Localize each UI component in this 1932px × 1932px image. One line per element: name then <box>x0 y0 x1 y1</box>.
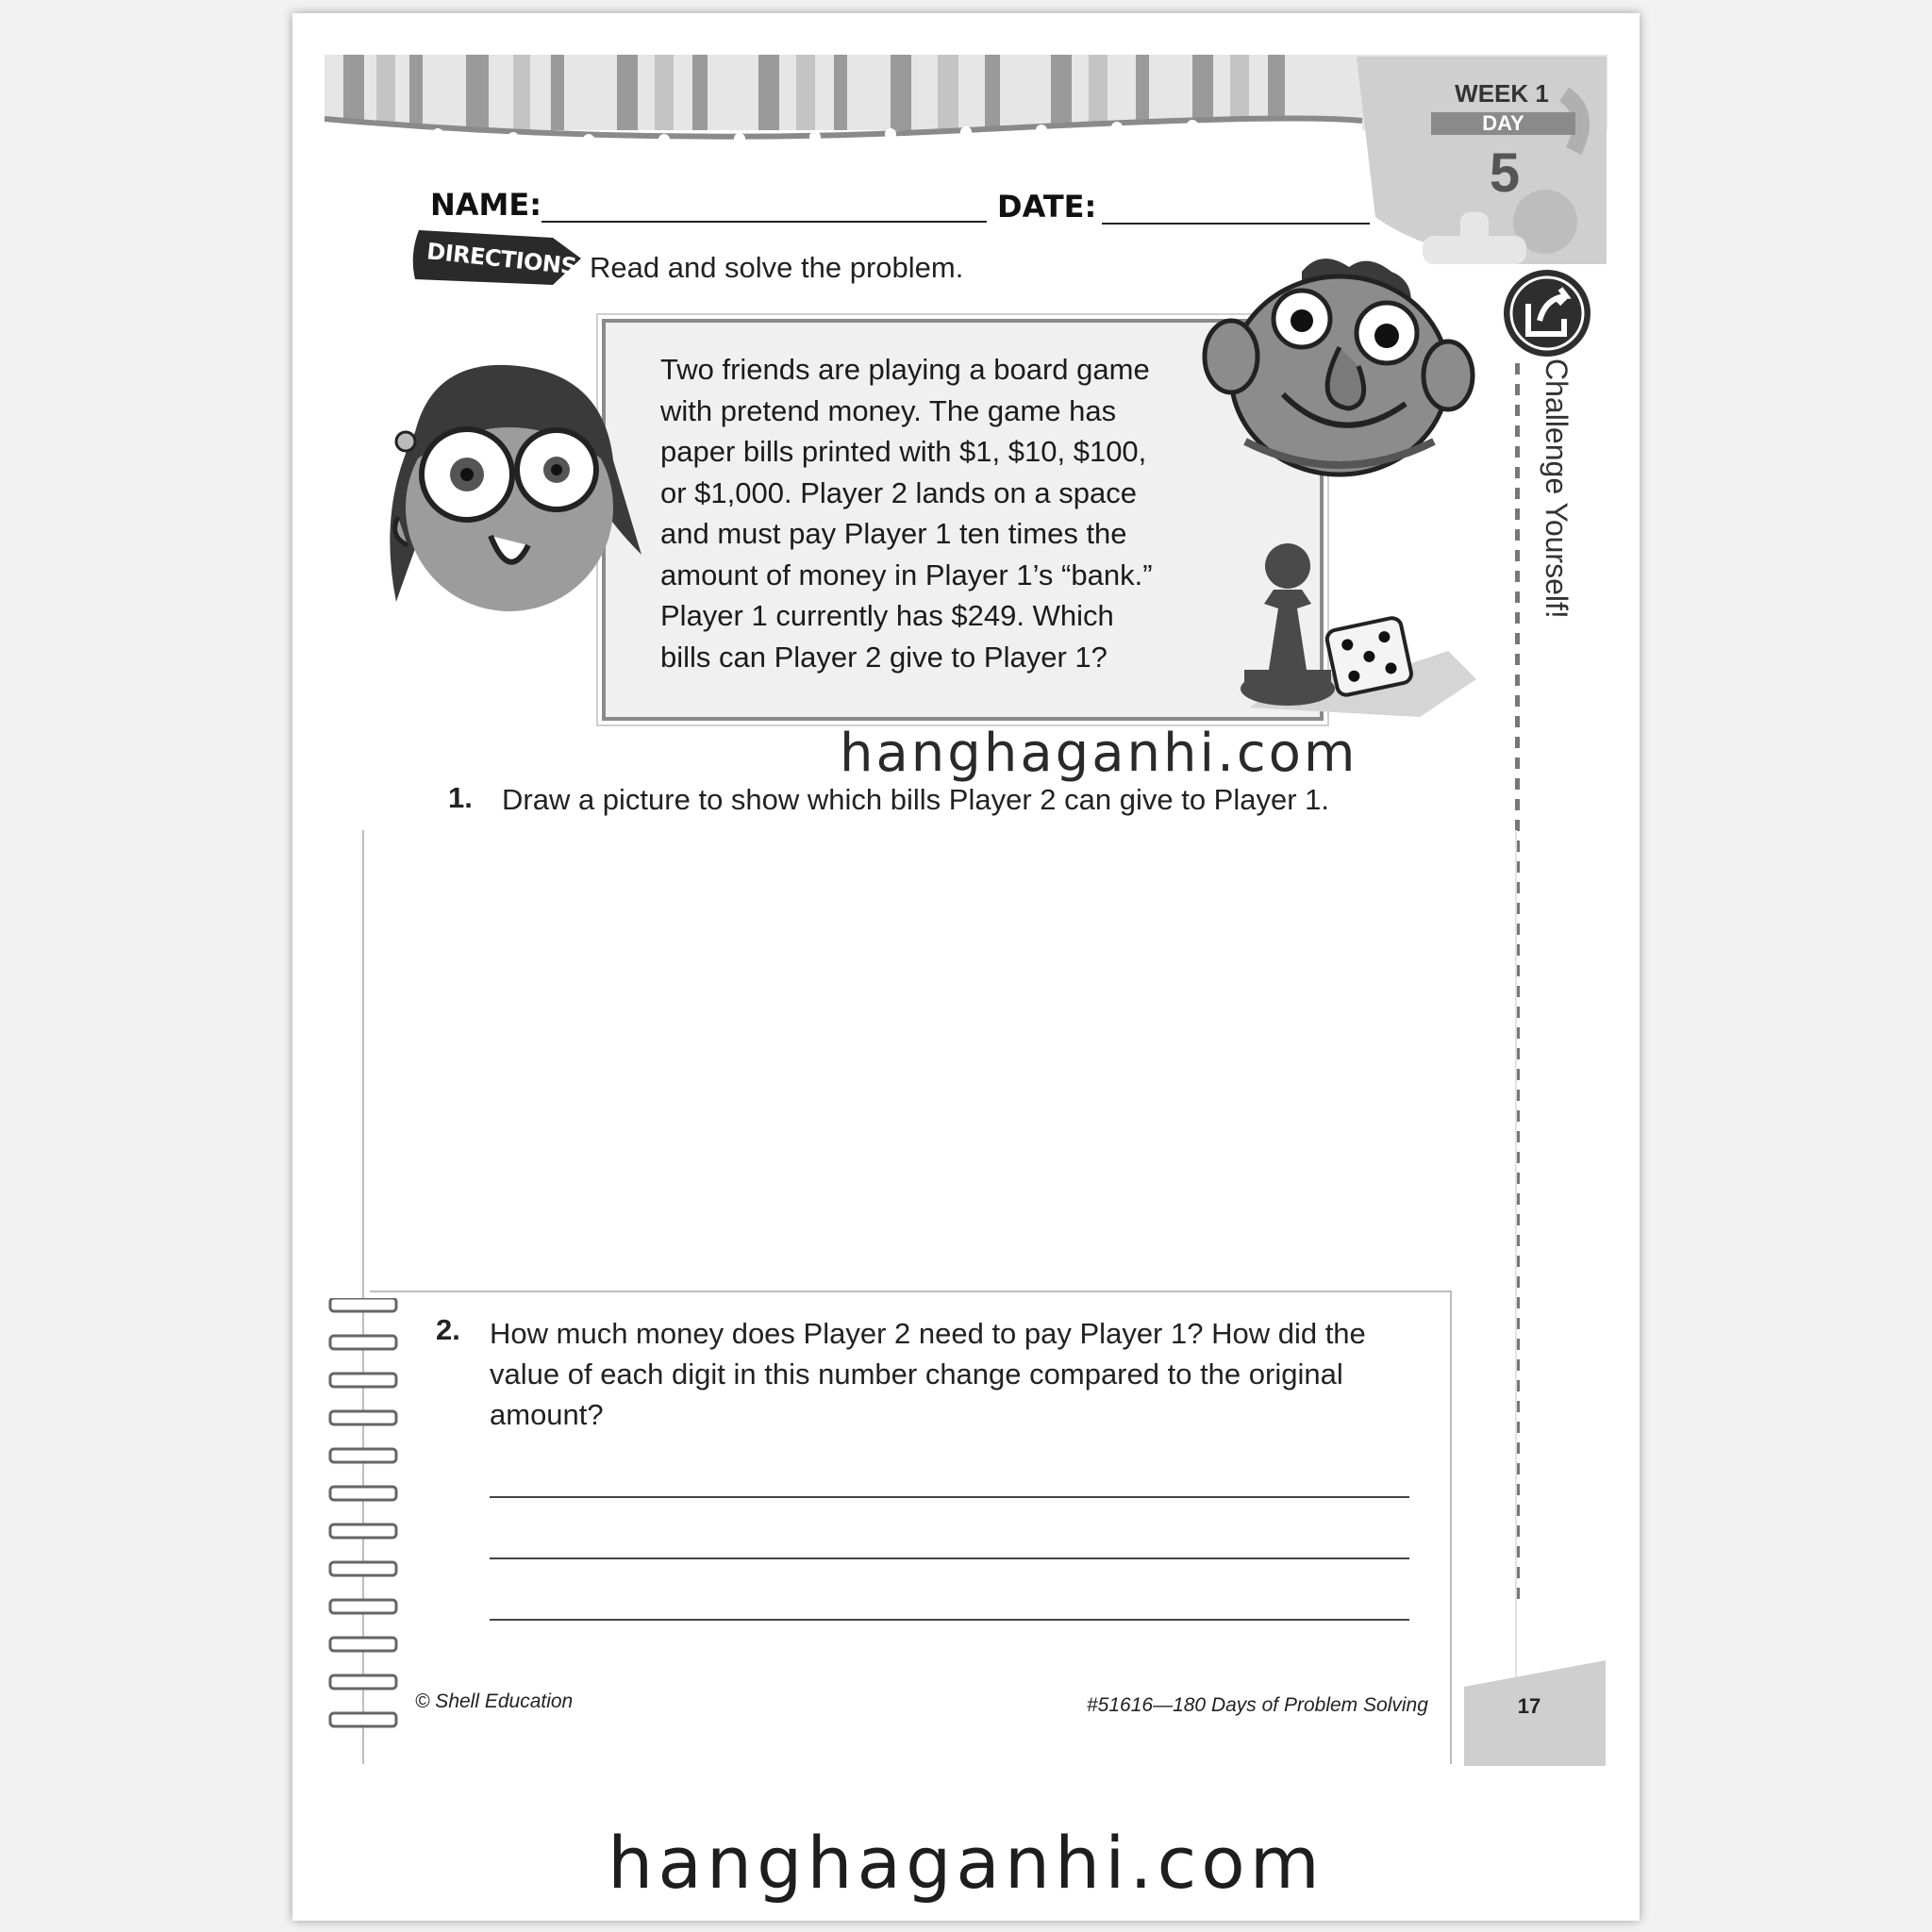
question-2-number: 2. <box>436 1313 460 1346</box>
challenge-icon <box>1500 266 1594 360</box>
problem-text <box>660 349 1189 677</box>
date-label: DATE: <box>997 189 1097 225</box>
answer-line-1[interactable] <box>490 1496 1409 1498</box>
problem-line: paper bills printed with $1, $10, $100, <box>660 435 1147 468</box>
answer-line-2[interactable] <box>490 1557 1409 1559</box>
answer-line-3[interactable] <box>490 1619 1409 1621</box>
girl-character-illustration <box>377 357 651 640</box>
problem-line: and must pay Player 1 ten times the <box>660 517 1127 550</box>
name-field-line[interactable] <box>541 221 987 223</box>
problem-line: or $1,000. Player 2 lands on a space <box>660 475 1137 509</box>
boy-character-illustration <box>1198 253 1481 489</box>
directions-badge-text: DIRECTIONS: <box>425 238 587 281</box>
day-label: DAY <box>1482 111 1524 135</box>
footer-copyright: © Shell Education <box>415 1690 574 1712</box>
problem-line: amount of money in Player 1’s “bank.” <box>660 558 1153 591</box>
name-label: NAME: <box>430 187 542 223</box>
day-number: 5 <box>1489 142 1521 204</box>
week-label: WEEK 1 <box>1455 79 1549 108</box>
problem-line: bills can Player 2 give to Player 1? <box>660 640 1108 674</box>
watermark-text: hanghaganhi.com <box>840 723 1358 784</box>
problem-line: with pretend money. The game has <box>660 393 1117 427</box>
answer-area-right-border <box>1515 830 1517 1764</box>
footer-book-title: #51616—180 Days of Problem Solving <box>1087 1694 1428 1716</box>
question-2-text: How much money does Player 2 need to pay Player 1? How did the value of each digit in this number change compared to the original amount? <box>490 1317 1366 1431</box>
problem-line: Two friends are playing a board game <box>660 353 1150 386</box>
question-1-text: Draw a picture to show which bills Player 2 can give to Player 1. <box>502 783 1330 816</box>
question-1-number: 1. <box>448 781 473 814</box>
challenge-yourself-label: Challenge Yourself! <box>1540 358 1574 619</box>
date-field-line[interactable] <box>1102 223 1370 225</box>
notebook-spiral-decoration <box>328 1298 404 1751</box>
watermark-bottom-text: hanghaganhi.com <box>608 1821 1324 1905</box>
directions-text: Read and solve the problem. <box>590 251 964 284</box>
page-number: 17 <box>1517 1694 1541 1718</box>
pawn-and-dice-illustration <box>1231 538 1476 726</box>
problem-line: Player 1 currently has $249. Which <box>660 599 1114 632</box>
